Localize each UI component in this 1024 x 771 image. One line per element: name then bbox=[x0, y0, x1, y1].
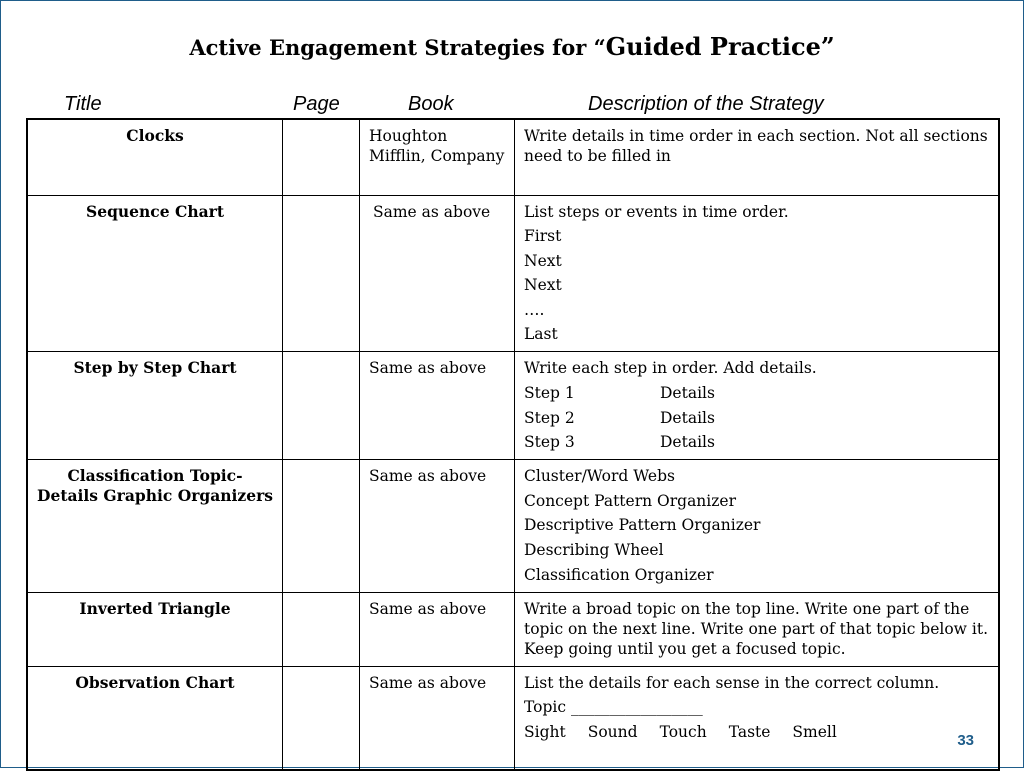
strategy-title: Sequence Chart bbox=[27, 195, 283, 352]
strategy-book: Same as above bbox=[360, 592, 515, 666]
strategy-description: List the details for each sense in the correct column. Topic _________________ Sight Sound Touch Taste Smell bbox=[515, 666, 1000, 770]
strategy-book: Same as above bbox=[360, 666, 515, 770]
slide-title: Active Engagement Strategies for “Guided Practice” bbox=[189, 32, 835, 61]
strategy-description: Write a broad topic on the top line. Write one part of the topic on the next line. Write one part of that topic below it. Keep going until you get a focused topic. bbox=[515, 592, 1000, 666]
strategy-title: Inverted Triangle bbox=[27, 592, 283, 666]
column-header-title: Title bbox=[64, 93, 102, 115]
strategy-description: Cluster/Word Webs Concept Pattern Organizer Descriptive Pattern Organizer Describing Wheel Classification Organizer bbox=[515, 460, 1000, 592]
strategies-table bbox=[26, 118, 1000, 771]
table-row bbox=[27, 666, 999, 770]
strategy-page bbox=[283, 666, 360, 770]
strategy-page bbox=[283, 460, 360, 592]
slide-title-emphasis: Guided Practice bbox=[605, 32, 821, 61]
table-row bbox=[27, 119, 999, 195]
strategy-description: Write details in time order in each section. Not all sections need to be filled in bbox=[515, 119, 1000, 195]
strategy-page bbox=[283, 195, 360, 352]
table-row bbox=[27, 592, 999, 666]
strategy-page bbox=[283, 119, 360, 195]
strategy-book: Same as above bbox=[360, 460, 515, 592]
table-row bbox=[27, 352, 999, 460]
strategy-description: Write each step in order. Add details. Step 1 Details Step 2 Details Step 3 Details bbox=[515, 352, 1000, 460]
column-header-description: Description of the Strategy bbox=[588, 93, 824, 115]
strategy-title: Step by Step Chart bbox=[27, 352, 283, 460]
page-number: 33 bbox=[957, 732, 974, 749]
strategy-book: Houghton Mifflin, Company bbox=[360, 119, 515, 195]
strategy-page bbox=[283, 352, 360, 460]
strategy-page bbox=[283, 592, 360, 666]
strategy-book: Same as above bbox=[360, 352, 515, 460]
column-header-page: Page bbox=[293, 93, 340, 115]
column-header-book: Book bbox=[408, 93, 454, 115]
strategy-title: Clocks bbox=[27, 119, 283, 195]
strategy-title: Classification Topic-Details Graphic Organizers bbox=[27, 460, 283, 592]
strategy-book: Same as above bbox=[360, 195, 515, 352]
strategy-title: Observation Chart bbox=[27, 666, 283, 770]
strategy-description: List steps or events in time order. First Next Next …. Last bbox=[515, 195, 1000, 352]
table-row bbox=[27, 195, 999, 352]
table-row bbox=[27, 460, 999, 592]
